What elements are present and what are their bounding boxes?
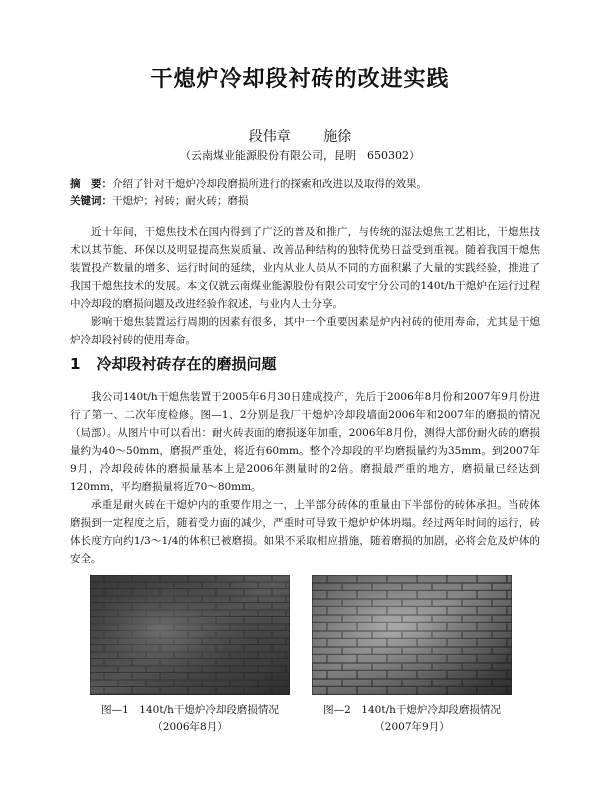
author-name: 施徐 (323, 129, 352, 145)
author-list (0, 126, 600, 146)
section-body (70, 388, 540, 568)
paragraph: 影响干熄焦装置运行周期的因素有很多，其中一个重要因素是炉内衬砖的使用寿命，尤其是干熄炉冷却段衬砖的使用寿命。 (70, 316, 540, 346)
figure-caption-label: 图—1 140t/h干熄炉冷却段磨损情况 (101, 704, 279, 716)
figure-1-photo (90, 575, 290, 695)
figure-2-caption (297, 702, 527, 736)
paragraph: 近十年间，干熄焦技术在国内得到了广泛的普及和推广，与传统的湿法熄焦工艺相比，干熄焦技术以其节能、环保以及明显提高焦炭质量、改善品种结构的独特优势日益受到重视。随着我国干熄焦装置投产数量的增多、运行时间的延续，业内从业人员从不同的方面积累了大量的实践经验，推进了我国干熄焦技术的发展。本文仅就云南煤业能源股份有限公司安宁分公司的140t/h干熄炉在运行过程中冷却段的磨损问题及改进经验作叙述，与业内人士分享。 (70, 226, 540, 310)
affiliation: （云南煤业能源股份有限公司，昆明 650302） (180, 149, 420, 162)
abstract-line (70, 176, 540, 193)
figure-1-caption (75, 702, 305, 736)
figure-caption-date: （2007年9月） (374, 721, 450, 733)
abstract-block (70, 176, 540, 210)
abstract-text: 介绍了针对干熄炉冷却段磨损所进行的探索和改进以及取得的效果。 (112, 178, 427, 190)
keywords-line (70, 193, 540, 210)
figure-caption-label: 图—2 140t/h干熄炉冷却段磨损情况 (323, 704, 501, 716)
section-heading (70, 353, 276, 374)
abstract-label: 摘 要： (70, 178, 112, 190)
keywords-text: 干熄炉；衬砖；耐火砖；磨损 (112, 195, 249, 207)
paper-title: 干熄炉冷却段衬砖的改进实践 (150, 67, 450, 92)
figure-caption-date: （2006年8月） (152, 721, 228, 733)
keywords-label: 关键词： (70, 195, 112, 207)
paragraph: 承重是耐火砖在干熄炉内的重要作用之一，上半部分砖体的重量由下半部份的砖体承担。当砖体磨损到一定程度之后，随着受力面的减少，严重时可导致干熄炉炉体坍塌。经过两年时间的运行，砖体长度方向约1/3～1/4的体积已被磨损。如果不采取相应措施，随着磨损的加剧，必将会危及炉体的安全。 (70, 499, 540, 565)
paragraph: 我公司140t/h干熄焦装置于2005年6月30日建成投产，先后于2006年8月份和2007年9月份进行了第一、二次年度检修。图—1、2分别是我厂干熄炉冷却段墙面2006年和2007年的磨损的情况（局部）。从图片中可以看出：耐火砖表面的磨损逐年加重，2006年8月份，测得大部份耐火砖的磨损量约为40～50mm，磨损严重处，将近有60mm。整个冷却段的平均磨损量约为35mm。到2007年9月，冷却段砖体的磨损量基本上是2006年测量时的2倍。磨损最严重的地方，磨损量已经达到120mm，平均磨损量将近70～80mm。 (70, 391, 540, 493)
section-title: 冷却段衬砖存在的磨损问题 (96, 355, 277, 373)
figure-2-photo (312, 575, 512, 695)
introduction (70, 223, 540, 349)
section-number: 1 (70, 355, 81, 373)
author-name: 段伟章 (248, 129, 291, 145)
